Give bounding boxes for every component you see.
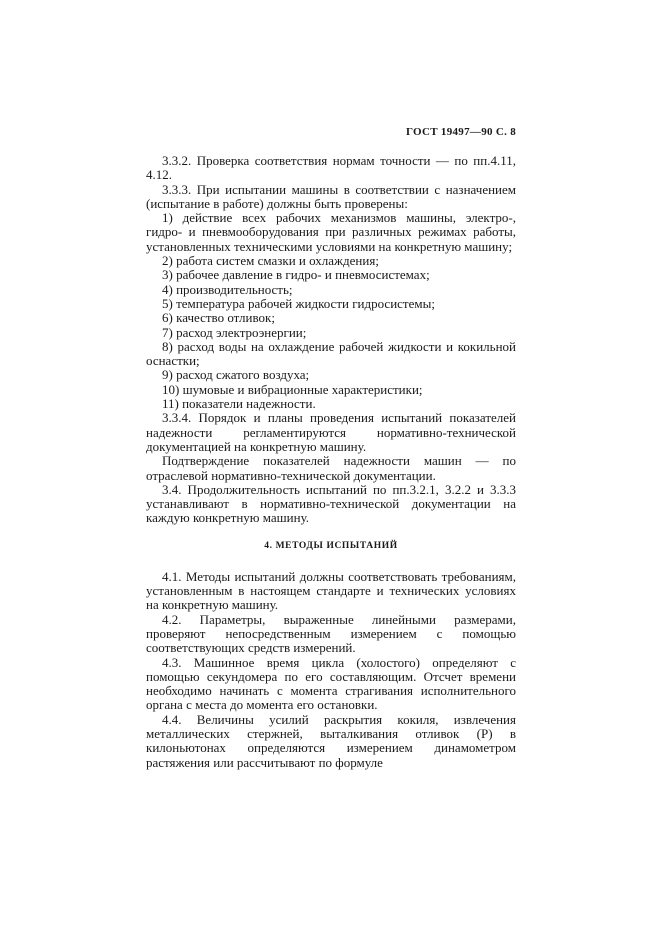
paragraph-4-2: 4.2. Параметры, выраженные линейными размерами, проверяют непосредственным измерением с помощью соответствующих средств измерений. [146, 611, 516, 656]
list-item: 7) расход электроэнергии; [162, 324, 307, 340]
paragraph-3-4: 3.4. Продолжительность испытаний по пп.3.2.1, 3.2.2 и 3.3.3 устанавливают в нормативно-технической документации на каждую конкретную машину. [146, 481, 516, 526]
page-header: ГОСТ 19497—90 С. 8 [405, 126, 516, 138]
list-item: 1) действие всех рабочих механизмов машины, электро-, гидро- и пневмооборудования при различных режимах работы, установленных техническими условиями на конкретную машину; [146, 210, 516, 254]
paragraph-3-3-3: 3.3.3. При испытании машины в соответствии с назначением (испытание в работе) должны быть проверены: [146, 181, 516, 211]
paragraph-reliability: Подтверждение показателей надежности машин — по отраслевой нормативно-технической документации. [146, 453, 516, 483]
paragraph-4-1: 4.1. Методы испытаний должны соответствовать требованиям, установленным в настоящем стандарте и технических условиях на конкретную машину. [146, 568, 516, 613]
paragraph-3-3-4: 3.3.4. Порядок и планы проведения испытаний показателей надежности регламентируются нормативно-технической документацией на конкретную машину. [146, 410, 516, 454]
list-item: 2) работа систем смазки и охлаждения; [162, 253, 379, 269]
document-body [146, 154, 516, 770]
list-item: 9) расход сжатого воздуха; [162, 367, 310, 383]
list-item: 10) шумовые и вибрационные характеристики; [162, 381, 423, 397]
list-item: 11) показатели надежности. [162, 396, 316, 412]
list-item: 3) рабочее давление в гидро- и пневмосистемах; [162, 267, 430, 283]
paragraph-3-3-2: 3.3.2. Проверка соответствия нормам точности — по пп.4.11, 4.12. [146, 153, 516, 183]
list-item: 6) качество отливок; [162, 310, 275, 326]
list-item: 5) температура рабочей жидкости гидросистемы; [162, 295, 435, 311]
list-item: 4) производительность; [162, 281, 293, 297]
section-heading: 4. МЕТОДЫ ИСПЫТАНИЙ [264, 540, 398, 551]
paragraph-4-3: 4.3. Машинное время цикла (холостого) определяют с помощью секундомера по его составляющим. Отсчет времени необходимо начинать с момента страгивания исполнительного органа с места до момента его остановки. [146, 654, 516, 713]
paragraph-4-4: 4.4. Величины усилий раскрытия кокиля, извлечения металлических стержней, выталкивания отливок (P) в килоньютонах определяются измерением динамометром растяжения или рассчитывают по формуле [146, 711, 516, 770]
list-item: 8) расход воды на охлаждение рабочей жидкости и кокильной оснастки; [146, 338, 516, 369]
